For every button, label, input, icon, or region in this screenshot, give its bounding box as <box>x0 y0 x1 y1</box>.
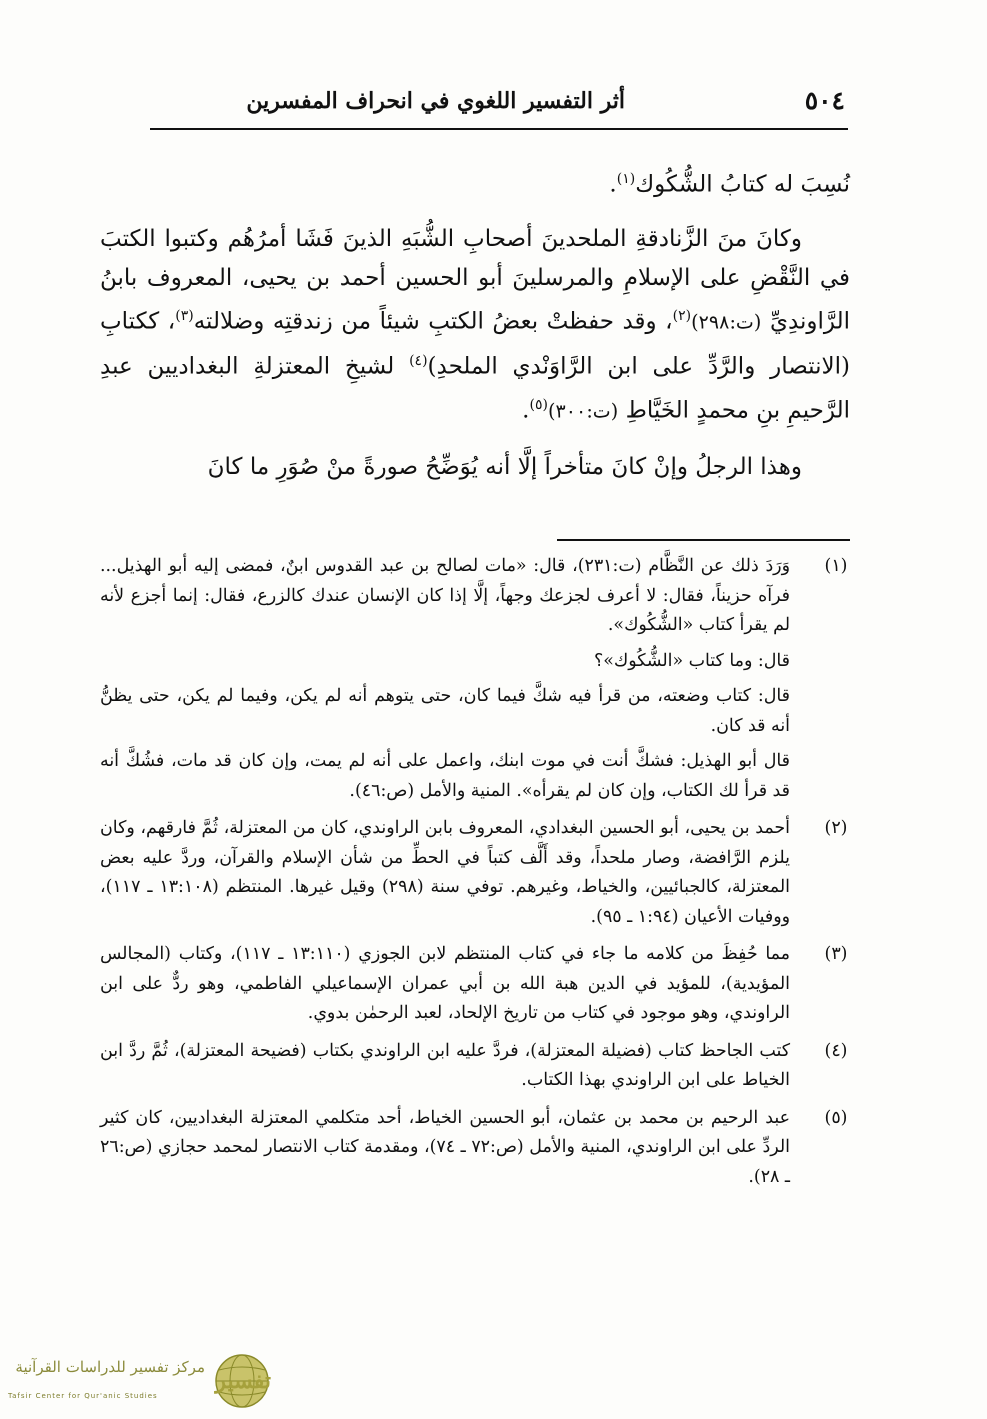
footnote-body <box>100 1037 790 1096</box>
paragraph-1 <box>100 160 850 204</box>
footnote-ref-5: (٥) <box>529 397 548 414</box>
logo-name-english: Tafsir Center for Qur'anic Studies <box>8 1392 158 1400</box>
footnote-3 <box>100 940 852 1029</box>
footnote-body <box>100 552 790 806</box>
main-text <box>100 160 850 486</box>
footnote-number: (٥) <box>824 1107 848 1128</box>
footnote-paragraph: قال: وما كتاب «الشُّكُوك»؟ <box>594 650 790 671</box>
paragraph-2 <box>100 220 850 431</box>
footnote-ref-2: (٢) <box>672 308 692 325</box>
paragraph-2-text-d: لشيخِ المعتزلةِ البغداديين عبدِ الرَّحيمِ بنِ محمدٍ الخَيَّاطِ <box>100 353 850 425</box>
running-title: أثر التفسير اللغوي في انحراف المفسرين <box>246 88 625 114</box>
page-header <box>150 86 845 124</box>
death-date-2: (ت:٣٠٠) <box>547 400 619 424</box>
paragraph-1-end: . <box>609 171 617 198</box>
footnote-2 <box>100 814 852 932</box>
logo-brand-text: تفسير <box>215 1368 271 1394</box>
paragraph-2-end: . <box>522 398 530 425</box>
footnote-body <box>100 814 790 932</box>
paragraph-3: وهذا الرجلُ وإنْ كانَ متأخراً إلَّا أنه يُوَضِّحُ صورةً منْ صُوَرِ ما كانَ <box>207 453 802 480</box>
footnote-paragraph: قال: كتاب وضعته، من قرأ فيه شكَّ فيما كان، حتى يتوهم أنه لم يكن، وفيما لم يكن، حتى يظنُّ أنه قد كان. <box>100 686 790 736</box>
footnote-ref-1: (١) <box>616 171 636 187</box>
footnote-4 <box>100 1037 852 1096</box>
footnote-ref-4: (٤) <box>409 353 428 370</box>
header-divider <box>150 128 848 130</box>
footnote-number: (٢) <box>824 818 848 838</box>
footnote-paragraph: كتب الجاحظ كتاب (فضيلة المعتزلة)، فردَّ عليه ابن الراوندي بكتاب (فضيحة المعتزلة)، ثُمَّ ردَّ ابن الخياط على ابن الراوندي بهذا الكتاب. <box>100 1040 790 1090</box>
footnote-paragraph: مما حُفِظَ من كلامه ما جاء في كتاب المنتظم لابن الجوزي (١٣:١١٠ ـ ١١٧)، وكتاب (المجالس المؤيدية)، للمؤيد في الدين هبة الله بن أبي عمران الإسماعيلي الفاطمي، وهو ردٌّ على ابن الراوندي، وهو موجود في كتاب من تاريخ الإلحاد، لعبد الرحمٰن بدوي. <box>100 944 790 1023</box>
paragraph-2-text-a: وكانَ منَ الزَّنادقةِ الملحدينَ أصحابِ الشُّبَهِ الذينَ فَشَا أمرُهُم وكتبوا الكتبَ في النَّقْضِ على الإسلامِ والمرسلينَ أبو الحسين أحمد بن يحيى، المعروف بابنُ الرَّاوندِيِّ <box>100 226 850 335</box>
footnote-divider <box>557 539 850 541</box>
logo-name-arabic: مركز تفسير للدراسات القرآنية <box>15 1358 205 1376</box>
footnote-paragraph: أحمد بن يحيى، أبو الحسين البغدادي، المعروف بابن الراوندي، كان من المعتزلة، ثُمَّ فارقهم، وكان يلزم الرَّافضة، وصار ملحداً، وقد أَلَّف كتباً في الحطِّ من شأن الإسلام والقرآن، وردَّ عليه بعض المعتزلة، كالجبائيين، والخياط، وغيرهم. توفي سنة (٢٩٨) وقيل غيرها. المنتظم (١٣:١٠٨ ـ ١١٧)، ووفيات الأعيان (١:٩٤ ـ ٩٥). <box>100 818 790 927</box>
footnote-number: (١) <box>824 556 848 576</box>
footnotes <box>100 552 852 1200</box>
footnote-paragraph: وَرَدَ ذلك عن النَّظَّام (ت:٢٣١)، قال: «مات لصالح بن عبد القدوس ابنٌ، فمضى إليه أبو الهذيل... فرآه حزيناً، فقال: لا أعرف لجزعك وجهاً، إلَّا إذا كان الإنسان عندك كالزرع، فقال: إنما أجزع لأنه لم يقرأ كتاب «الشُّكُوك». <box>100 556 790 635</box>
tafsir-center-logo <box>8 1352 273 1410</box>
footnote-body <box>100 940 790 1029</box>
footnote-1 <box>100 552 852 806</box>
death-date-1: (ت:٢٩٨) <box>691 310 762 334</box>
footnote-number: (٤) <box>824 1040 848 1061</box>
page-number: ٥٠٤ <box>804 86 845 115</box>
footnote-ref-3: (٣) <box>175 308 194 325</box>
paragraph-1-text: نُسِبَ له كتابُ الشُّكُوك <box>635 171 850 198</box>
footnote-body <box>100 1104 790 1193</box>
footnote-paragraph: عبد الرحيم بن محمد بن عثمان، أبو الحسين الخياط، أحد متكلمي المعتزلة البغداديين، كان كثير الردِّ على ابن الراوندي، المنية والأمل (ص:٧٢ ـ ٧٤)، ومقدمة كتاب الانتصار لمحمد حجازي (ص:٢٦ ـ ٢٨). <box>100 1107 790 1187</box>
paragraph-2-text-c: ، ككتابِ (الانتصار والرَّدِّ على ابن الرَّاوَنْدي الملحدِ) <box>100 308 850 380</box>
footnote-number: (٣) <box>824 944 848 964</box>
paragraph-2-text-b: ، وقد حفظتْ بعضُ الكتبِ شيئاً من زندقتِه وضلالته <box>193 308 673 335</box>
footnote-5 <box>100 1104 852 1193</box>
footnote-paragraph: قال أبو الهذيل: فشكَّ أنت في موت ابنك، واعمل على أنه لم يمت، وإن كان قد مات، فشُكَّ أنه قد قرأ لك الكتاب، وإن كان لم يقرأه». المنية والأمل (ص:٤٦). <box>100 751 790 801</box>
